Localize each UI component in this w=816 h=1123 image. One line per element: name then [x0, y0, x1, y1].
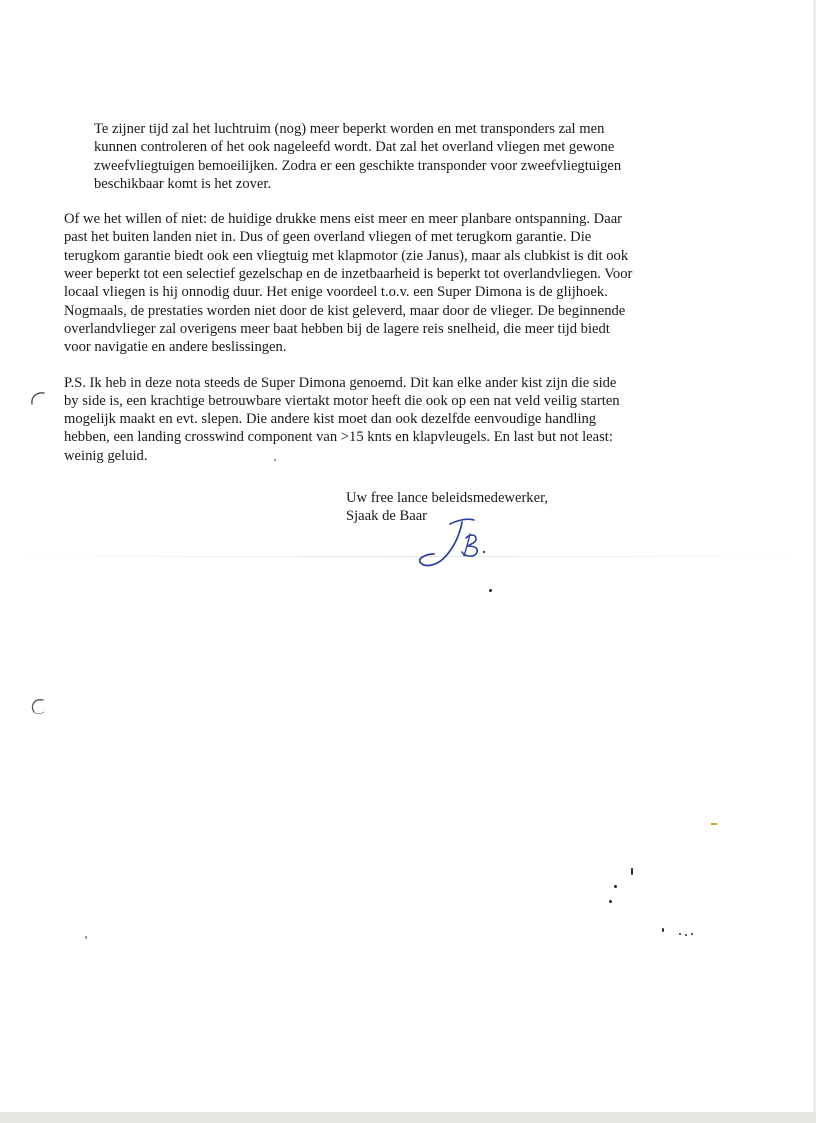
author-name: Sjaak de Baar	[346, 508, 428, 525]
text-line: weinig geluid.	[64, 447, 148, 464]
text-line: weer beperkt tot een selectief gezelschap en de inzetbaarheid is beperkt tot overlandvliegen. Voor	[64, 266, 633, 283]
punch-hole-icon	[28, 388, 50, 410]
scan-speck	[691, 933, 693, 935]
text-line: mogelijk maakt en evt. slepen. Die andere kist moet dan ook dezelfde eenvoudige handling	[64, 411, 597, 428]
text-line: hebben, een landing crosswind component van >15 knts en klapvleugels. En last but not least:	[64, 429, 613, 446]
scan-speck	[609, 900, 612, 903]
text-line: P.S. Ik heb in deze nota steeds de Super Dimona genoemd. Dit kan elke ander kist zijn die side	[64, 374, 617, 391]
text-line: Te zijner tijd zal het luchtruim (nog) meer beperkt worden en met transponders zal men	[94, 121, 605, 137]
scan-mark	[711, 823, 717, 825]
paragraph-transponders	[64, 120, 724, 193]
scan-speck	[489, 589, 492, 592]
closing-salutation: Uw free lance beleidsmedewerker,	[346, 490, 548, 506]
text-line: overlandvlieger zal overigens meer baat hebben bij de lagere reis snelheid, die meer tijd biedt	[64, 320, 610, 337]
text-line: kunnen controleren of het ook nageleefd wordt. Dat zal het overland vliegen met gewone	[94, 139, 615, 156]
scan-speck	[614, 885, 617, 888]
scan-speck	[679, 933, 681, 935]
text-line: locaal vliegen is hij onnodig duur. Het enige voordeel t.o.v. een Super Dimona is de glijhoek.	[64, 284, 608, 301]
scan-speck	[631, 868, 633, 875]
scan-speck	[685, 934, 687, 936]
paragraph-postscript	[64, 374, 724, 465]
text-line: beschikbaar komt is het zover.	[94, 175, 272, 192]
text-line: by side is, een krachtige betrouwbare viertakt motor heeft die ook op een nat veld veilig starten	[64, 392, 620, 409]
handwritten-signature	[410, 512, 500, 572]
text-line: past het buiten landen niet in. Dus of geen overland vliegen of met terugkom garantie. Die	[64, 229, 592, 246]
paragraph-recreation	[64, 210, 724, 356]
scan-speck	[85, 936, 87, 939]
text-line: voor navigatie en andere beslissingen.	[64, 339, 287, 356]
scan-speck	[274, 459, 276, 461]
text-line: terugkom garantie biedt ook een vliegtuig met klapmotor (zie Janus), maar als clubkist is dit ook	[64, 247, 629, 264]
page-bottom-edge	[0, 1112, 816, 1123]
paper-fold-line	[0, 556, 816, 557]
letter-body	[64, 120, 724, 482]
scan-speck	[662, 928, 664, 932]
text-line: zweefvliegtuigen bemoeilijken. Zodra er een geschikte transponder voor zweefvliegtuigen	[94, 157, 622, 174]
punch-hole-icon	[28, 694, 50, 716]
text-line: Nogmaals, de prestaties worden niet door de kist geleverd, maar door de vlieger. De beginnende	[64, 302, 626, 319]
text-line: Of we het willen of niet: de huidige drukke mens eist meer en meer planbare ontspanning. Daar	[64, 211, 623, 228]
